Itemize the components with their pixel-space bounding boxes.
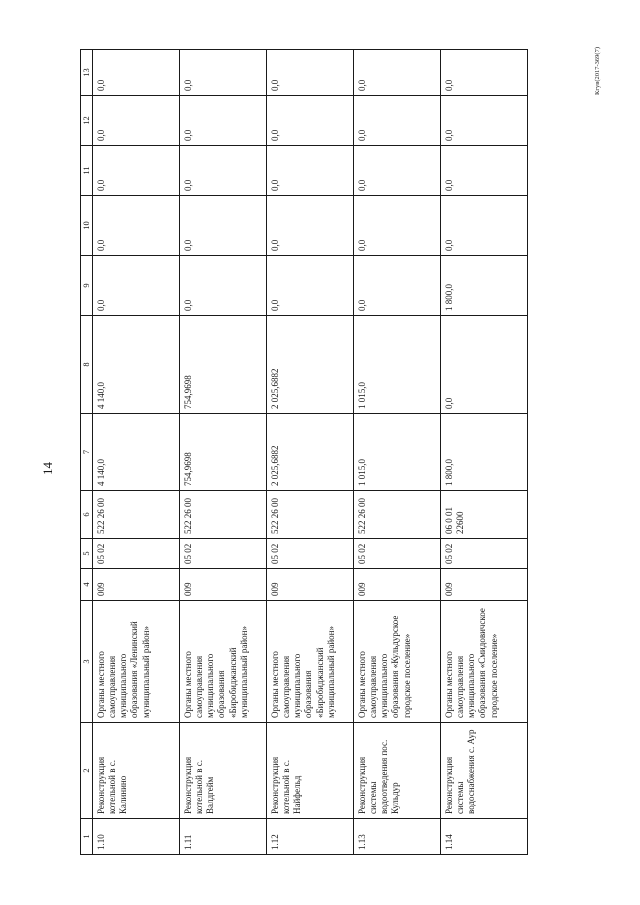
year-amount: 0,0 xyxy=(92,196,179,256)
target-article-code: 06 0 01 22600 xyxy=(440,491,527,539)
year-amount: 4 140,0 xyxy=(92,316,179,414)
table-row xyxy=(92,50,179,855)
total-amount: 1 800,0 xyxy=(440,414,527,491)
year-amount: 0,0 xyxy=(179,50,266,96)
column-number: 3 xyxy=(81,601,93,723)
year-amount: 0,0 xyxy=(92,146,179,196)
column-number: 7 xyxy=(81,414,93,491)
column-number: 13 xyxy=(81,50,93,96)
target-article-code: 522 26 00 xyxy=(179,491,266,539)
column-number: 10 xyxy=(81,196,93,256)
year-amount: 0,0 xyxy=(353,146,440,196)
item-number: 1.13 xyxy=(353,819,440,855)
project-name: Реконструкция котельной в с. Калинино xyxy=(92,723,179,819)
year-amount: 2 025,6882 xyxy=(266,316,353,414)
table-row xyxy=(179,50,266,855)
year-amount: 0,0 xyxy=(266,196,353,256)
table-row xyxy=(440,50,527,855)
table-row xyxy=(353,50,440,855)
column-number: 5 xyxy=(81,539,93,569)
project-name: Реконструкция системы водоотведения пос. Кульдур xyxy=(353,723,440,819)
column-number: 4 xyxy=(81,569,93,601)
grbs-code: 009 xyxy=(440,569,527,601)
year-amount: 1 015,0 xyxy=(353,316,440,414)
item-number: 1.12 xyxy=(266,819,353,855)
responsible-body: Органы местного самоуправления муниципального образования «Кульдурское городское поселение» xyxy=(353,601,440,723)
year-amount: 0,0 xyxy=(92,96,179,146)
project-name: Реконструкция котельной в с. Найфельд xyxy=(266,723,353,819)
section-code: 05 02 xyxy=(92,539,179,569)
responsible-body: Органы местного самоуправления муниципального образования «Ленинский муниципальный район» xyxy=(92,601,179,723)
column-number: 2 xyxy=(81,723,93,819)
year-amount: 0,0 xyxy=(179,256,266,316)
section-code: 05 02 xyxy=(353,539,440,569)
total-amount: 1 015,0 xyxy=(353,414,440,491)
year-amount: 0,0 xyxy=(440,50,527,96)
year-amount: 0,0 xyxy=(353,50,440,96)
target-article-code: 522 26 00 xyxy=(353,491,440,539)
year-amount: 0,0 xyxy=(179,96,266,146)
year-amount: 0,0 xyxy=(266,146,353,196)
year-amount: 0,0 xyxy=(440,196,527,256)
target-article-code: 522 26 00 xyxy=(92,491,179,539)
year-amount: 0,0 xyxy=(266,96,353,146)
section-code: 05 02 xyxy=(440,539,527,569)
total-amount: 4 140,0 xyxy=(92,414,179,491)
responsible-body: Органы местного самоуправления муниципального образования «Смидовичское городское поселение» xyxy=(440,601,527,723)
item-number: 1.11 xyxy=(179,819,266,855)
year-amount: 0,0 xyxy=(266,256,353,316)
grbs-code: 009 xyxy=(179,569,266,601)
section-code: 05 02 xyxy=(179,539,266,569)
total-amount: 754,9698 xyxy=(179,414,266,491)
page-number: 14 xyxy=(40,462,55,475)
document-code: Кгув(2017-369(7) xyxy=(594,47,601,95)
year-amount: 0,0 xyxy=(353,96,440,146)
program-table xyxy=(80,49,528,855)
project-name: Реконструкция системы водоснабжения с. Аур xyxy=(440,723,527,819)
total-amount: 2 025,6882 xyxy=(266,414,353,491)
column-number: 9 xyxy=(81,256,93,316)
year-amount: 0,0 xyxy=(92,50,179,96)
item-number: 1.10 xyxy=(92,819,179,855)
year-amount: 0,0 xyxy=(440,146,527,196)
responsible-body: Органы местного самоуправления муниципального образования «Биробиджанский муниципальный район» xyxy=(179,601,266,723)
grbs-code: 009 xyxy=(92,569,179,601)
year-amount: 0,0 xyxy=(92,256,179,316)
item-number: 1.14 xyxy=(440,819,527,855)
responsible-body: Органы местного самоуправления муниципального образования «Биробиджанский муниципальный район» xyxy=(266,601,353,723)
year-amount: 0,0 xyxy=(179,146,266,196)
year-amount: 754,9698 xyxy=(179,316,266,414)
year-amount: 0,0 xyxy=(440,316,527,414)
year-amount: 0,0 xyxy=(266,50,353,96)
column-number: 1 xyxy=(81,819,93,855)
column-number: 11 xyxy=(81,146,93,196)
year-amount: 0,0 xyxy=(179,196,266,256)
target-article-code: 522 26 00 xyxy=(266,491,353,539)
column-number: 12 xyxy=(81,96,93,146)
grbs-code: 009 xyxy=(266,569,353,601)
column-number-row xyxy=(81,50,93,855)
year-amount: 0,0 xyxy=(440,96,527,146)
grbs-code: 009 xyxy=(353,569,440,601)
table-row xyxy=(266,50,353,855)
column-number: 8 xyxy=(81,316,93,414)
year-amount: 1 800,0 xyxy=(440,256,527,316)
year-amount: 0,0 xyxy=(353,256,440,316)
column-number: 6 xyxy=(81,491,93,539)
section-code: 05 02 xyxy=(266,539,353,569)
year-amount: 0,0 xyxy=(353,196,440,256)
project-name: Реконструкция котельной в с. Валдгейм xyxy=(179,723,266,819)
